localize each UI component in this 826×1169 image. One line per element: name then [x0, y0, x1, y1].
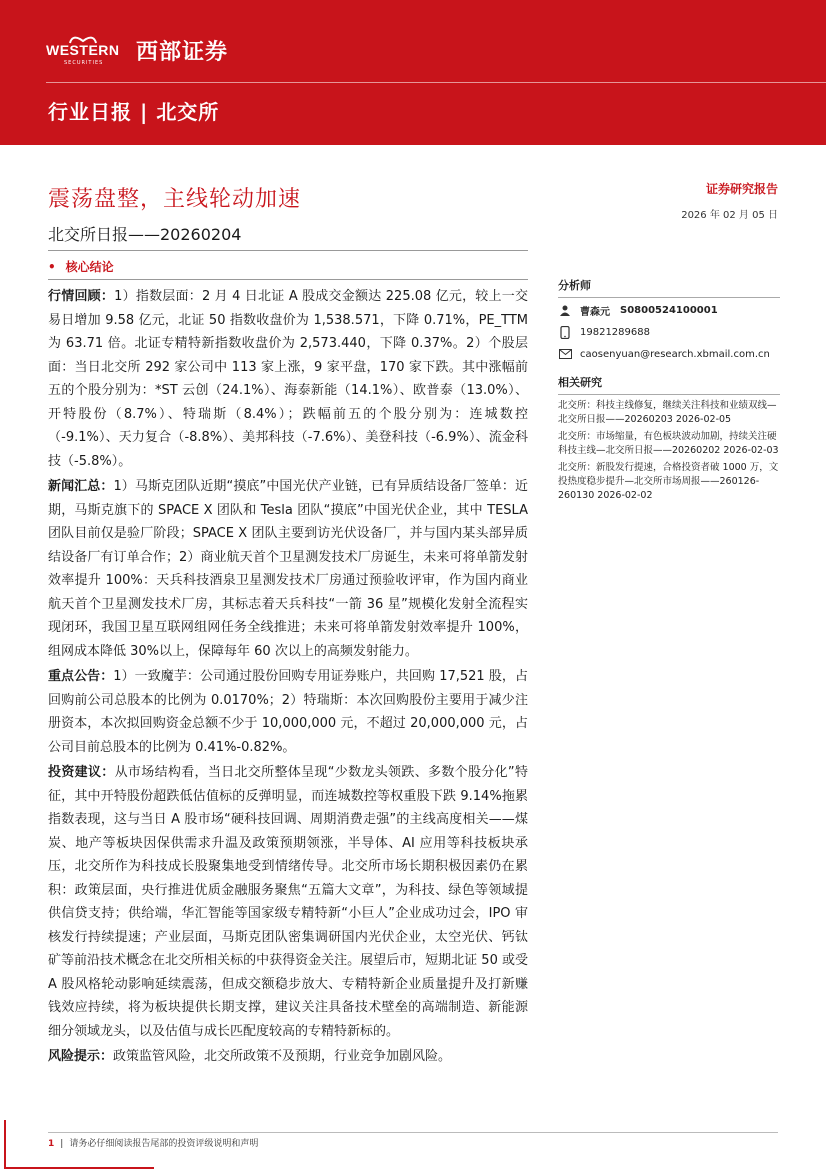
logo	[46, 34, 228, 66]
email-row	[558, 344, 780, 364]
report-body	[48, 285, 528, 1071]
related-item[interactable]: 北交所：新股发行提速，合格投资者破 1000 万，文投热度稳步提升—北交所市场周报——260126-260130 2026-02-02	[558, 462, 779, 501]
analyst-row	[558, 300, 780, 320]
report-type	[48, 96, 219, 125]
bullet-icon: •	[48, 260, 56, 274]
logo-chinese: 西部证券	[136, 39, 229, 65]
logo-english: WESTERN	[46, 42, 120, 58]
analyst-email[interactable]: caosenyuan@research.xbmail.com.cn	[580, 348, 770, 360]
page-subtitle: 北交所日报——20260204	[48, 225, 242, 244]
phone-icon	[558, 325, 572, 339]
analyst-phone: 19821289688	[580, 326, 650, 338]
paragraph-label: 投资建议：	[48, 765, 115, 780]
related-research	[558, 374, 780, 503]
report-sector: 北交所	[156, 100, 220, 124]
paragraph-label: 重点公告：	[48, 669, 114, 684]
announcements-paragraph	[48, 665, 528, 759]
paragraph-label: 新闻汇总：	[48, 479, 114, 494]
header-banner	[0, 0, 826, 145]
logo-mark	[46, 34, 132, 66]
report-type-separator: |	[140, 100, 149, 124]
news-summary-paragraph	[48, 475, 528, 663]
section-heading-text: 核心结论	[65, 260, 114, 274]
sidebar	[558, 277, 780, 506]
paragraph-text: 从市场结构看，当日北交所整体呈现“少数龙头领跌、多数个股分化”特征，其中开特股份超跌低估值标的反弹明显，而连城数控等权重股下跌 9.14%拖累指数表现，这与当日 A 股市场“硬科技回调、周期消费走强”的主线高度相关——煤炭、地产等板块因保供需求升温及政策预期领涨，半导体、AI 应用等科技板块承压，北交所作为科技成长股聚集地受到情绪传导。北交所市场长期积极因素仍在累积：政策层面，央行推进优质金融服务聚焦“五篇大文章”，为科技、绿色等领域提供信贷支持；供给端，华汇智能等国家级专精特新“小巨人”企业成功过会，IPO 审核发行持续提速；产业层面，马斯克团队密集调研国内光伏企业，太空光伏、钙钛矿等前沿技术概念在北交所相关标的中获得资金关注。展望后市，短期北证 50 或受 A 股风格轮动影响延续震荡，但成交额稳步放大、专精特新企业质量提升及打新赚钱效应持续，将为板块提供长期支撑，建议关注具备技术壁垒的高端制造、新能源细分领域龙头，以及估值与成长匹配度较高的专精特新标的。	[48, 765, 528, 1039]
report-label: 证券研究报告	[705, 182, 778, 196]
related-item[interactable]: 北交所：市场缩量，有色板块波动加剧，持续关注硬科技主线—北交所日报——20260202 2026-02-03	[558, 431, 779, 456]
page-title: 震荡盘整，主线轮动加速	[48, 187, 302, 212]
phone-row	[558, 322, 780, 342]
report-category: 行业日报	[48, 100, 132, 124]
related-item[interactable]: 北交所：科技主线修复，继续关注科技和业绩双线—北交所日报——20260203 2026-02-05	[558, 400, 777, 425]
footer-separator: |	[60, 1139, 64, 1149]
logo-subtext: SECURITIES	[64, 60, 104, 66]
title-divider	[48, 250, 528, 251]
analyst-name: 曹森元	[580, 306, 610, 318]
market-review-paragraph	[48, 285, 528, 473]
analyst-id: S0800524100001	[620, 304, 718, 316]
paragraph-label: 行情回顾：	[48, 289, 115, 304]
related-heading: 相关研究	[558, 374, 780, 395]
paragraph-text: 1）马斯克团队近期“摸底”中国光伏产业链，已有异质结设备厂签单：近期，马斯克旗下的 SPACE X 团队和 Tesla 团队“摸底”中国光伏企业，其中 TESLA 团队目前仅是验厂阶段；SPACE X 团队主要到访光伏设备厂，并与国内某头部异质结设备厂有订单合作；2）商业航天首个卫星测发技术厂房诞生，未来可将单箭发射效率提升 100%：天兵科技酒泉卫星测发技术厂房通过预验收评审，作为国内商业航天首个卫星测发技术厂房，其标志着天兵科技“一箭 36 星”规模化发射全流程实现闭环，我国卫星互联网组网任务全线推进；未来可将单箭发射效率提升 100%，组网成本降低 30%以上，保障每年 60 次以上的高频发射能力。	[48, 479, 528, 659]
paragraph-label: 风险提示：	[48, 1049, 114, 1064]
header-divider	[46, 82, 826, 83]
footer	[48, 1136, 258, 1149]
report-date: 2026 年 02 月 05 日	[681, 210, 778, 221]
risk-warning-paragraph	[48, 1045, 528, 1069]
footer-disclaimer: 请务必仔细阅读报告尾部的投资评级说明和声明	[69, 1139, 259, 1149]
paragraph-text: 1）一致魔芋：公司通过股份回购专用证券账户，共回购 17,521 股，占回购前公司总股本的比例为 0.0170%；2）特瑞斯：本次回购股份主要用于减少注册资本，本次拟回购资金总额不少于 10,000,000 元，不超过 20,000,000 元，占公司目前总股本的比例为 0.41%-0.82%。	[48, 669, 528, 755]
page-number: 1	[48, 1139, 55, 1149]
section-divider	[48, 279, 528, 280]
person-icon	[558, 303, 572, 317]
mail-icon	[558, 347, 572, 361]
analyst-heading: 分析师	[558, 277, 780, 298]
footer-divider	[48, 1132, 778, 1133]
investment-advice-paragraph	[48, 761, 528, 1043]
related-list	[558, 399, 780, 503]
paragraph-text: 政策监管风险，北交所政策不及预期，行业竞争加剧风险。	[113, 1049, 452, 1064]
corner-accent-vertical	[4, 1120, 6, 1169]
paragraph-text: 1）指数层面：2 月 4 日北证 A 股成交金额达 225.08 亿元，较上一交易日增加 9.58 亿元，北证 50 指数收盘价为 1,538.571，下降 0.71%，PE_TTM 为 63.71 倍。北证专精特新指数收盘价为 2,573.440，下降 0.37%。2）个股层面：当日北交所 292 家公司中 113 家上涨，9 家平盘，170 家下跌。其中涨幅前五的个股分别为：*ST 云创（24.1%）、海泰新能（14.1%）、欧普泰（13.0%）、开特股份（8.7%）、特瑞斯（8.4%）；跌幅前五的个股分别为：连城数控（-9.1%）、天力复合（-8.8%）、美邦科技（-7.6%）、美登科技（-6.9%）、流金科技（-5.8%）。	[48, 289, 528, 469]
section-heading	[48, 258, 114, 275]
